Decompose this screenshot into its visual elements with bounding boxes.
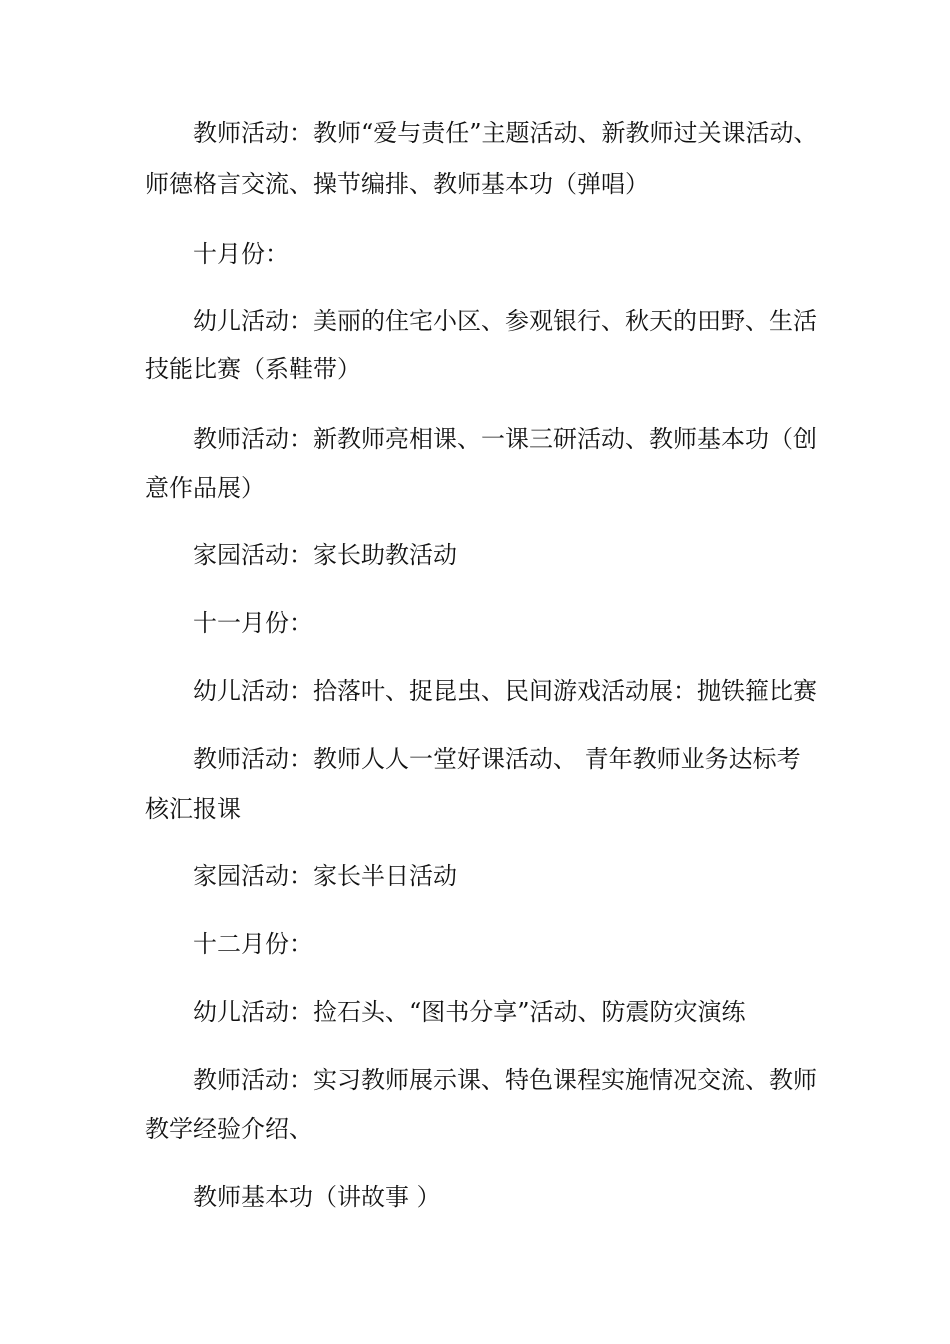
paragraph-teacher-activities-december-line-1: 教师活动：实习教师展示课、特色课程实施情况交流、教师 xyxy=(193,1066,817,1094)
paragraph-teacher-basic-skills-december: 教师基本功（讲故事 ） xyxy=(193,1183,441,1211)
paragraph-child-activities-october-line-2: 技能比赛（系鞋带） xyxy=(145,355,361,383)
heading-october: 十月份： xyxy=(193,240,289,268)
paragraph-teacher-activities-november-line-1: 教师活动：教师人人一堂好课活动、 青年教师业务达标考 xyxy=(193,745,801,773)
paragraph-teacher-activities-october-line-1: 教师活动：新教师亮相课、一课三研活动、教师基本功（创 xyxy=(193,425,817,453)
paragraph-child-activities-october-line-1: 幼儿活动：美丽的住宅小区、参观银行、秋天的田野、生活 xyxy=(193,307,817,335)
paragraph-teacher-activities-september-line-1: 教师活动：教师“爱与责任”主题活动、新教师过关课活动、 xyxy=(193,119,818,147)
paragraph-teacher-activities-december-line-2: 教学经验介绍、 xyxy=(145,1115,313,1143)
paragraph-teacher-activities-november-line-2: 核汇报课 xyxy=(145,795,241,823)
heading-december: 十二月份： xyxy=(193,930,313,958)
paragraph-home-activities-october: 家园活动：家长助教活动 xyxy=(193,541,457,569)
paragraph-child-activities-november: 幼儿活动：拾落叶、捉昆虫、民间游戏活动展：抛铁箍比赛 xyxy=(193,677,817,705)
paragraph-child-activities-december: 幼儿活动：捡石头、“图书分享”活动、防震防灾演练 xyxy=(193,998,746,1026)
heading-november: 十一月份： xyxy=(193,609,313,637)
paragraph-teacher-activities-september-line-2: 师德格言交流、操节编排、教师基本功（弹唱） xyxy=(145,170,649,198)
paragraph-home-activities-november: 家园活动：家长半日活动 xyxy=(193,862,457,890)
paragraph-teacher-activities-october-line-2: 意作品展） xyxy=(145,474,265,502)
